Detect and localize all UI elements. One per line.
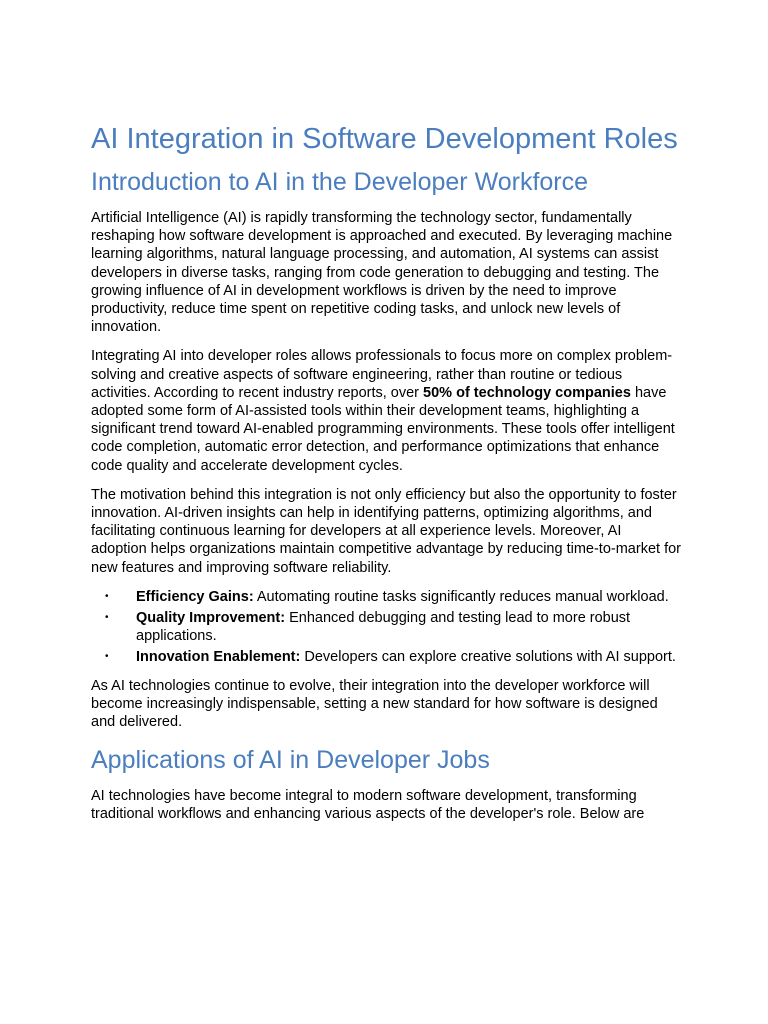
document-title: AI Integration in Software Development Roles <box>91 123 678 155</box>
list-item-text: Enhanced debugging and testing lead to more robust applications. <box>136 610 631 645</box>
intro-paragraph-2-highlight: 50% of technology companies <box>423 384 631 401</box>
list-item-label: Quality Improvement: <box>136 610 286 627</box>
intro-paragraph-2 <box>91 347 681 474</box>
list-item-text: Automating routine tasks significantly reduces manual workload. <box>253 588 669 605</box>
list-item <box>91 609 681 645</box>
section-heading-introduction: Introduction to AI in the Developer Workforce <box>91 168 589 196</box>
list-item-label: Innovation Enablement: <box>136 649 301 666</box>
benefits-list <box>91 588 681 667</box>
intro-paragraph-1: Artificial Intelligence (AI) is rapidly transforming the technology sector, fundamentally reshaping how software development is approached and executed. By leveraging machine learning algorithms, natural language processing, and automation, AI systems can assist developers in diverse tasks, ranging from code generation to debugging and testing. The growing influence of AI in development workflows is driven by the need to improve productivity, reduce time spent on repetitive coding tasks, and unlock new levels of innovation. <box>91 210 673 336</box>
section-heading-applications: Applications of AI in Developer Jobs <box>91 746 490 775</box>
document-page <box>91 122 681 835</box>
applications-paragraph-1: AI technologies have become integral to modern software development, transforming traditional workflows and enhancing various aspects of the developer's role. Below are <box>91 788 645 823</box>
intro-paragraph-2-start: Integrating AI into developer roles allows professionals to focus more on complex problem-solving and creative aspects of software engineering, rather than routine or tedious activities. According to recent industry reports, over <box>91 348 673 401</box>
bullet-icon: • <box>105 651 109 663</box>
list-item <box>91 588 681 606</box>
bullet-icon: • <box>105 590 109 602</box>
list-item <box>91 648 681 666</box>
intro-paragraph-4: As AI technologies continue to evolve, their integration into the developer workforce will become increasingly indispensable, setting a new standard for how software is designed and delivered. <box>91 677 658 731</box>
intro-paragraph-3: The motivation behind this integration is not only efficiency but also the opportunity to foster innovation. AI-driven insights can help in identifying patterns, optimizing algorithms, and facilitating continuous learning for developers at all experience levels. Moreover, AI adoption helps organizations maintain competitive advantage by reducing time-to-market for new features and improving software reliability. <box>91 486 681 576</box>
list-item-text: Developers can explore creative solutions with AI support. <box>300 649 676 666</box>
list-item-label: Efficiency Gains: <box>136 588 254 605</box>
bullet-icon: • <box>105 612 109 624</box>
intro-paragraph-2-end: have adopted some form of AI-assisted tools within their development teams, highlighting a significant trend toward AI-enabled programming environments. These tools offer intelligent code completion, automatic error detection, and performance optimizations that enhance code quality and accelerate development cycles. <box>91 384 675 474</box>
